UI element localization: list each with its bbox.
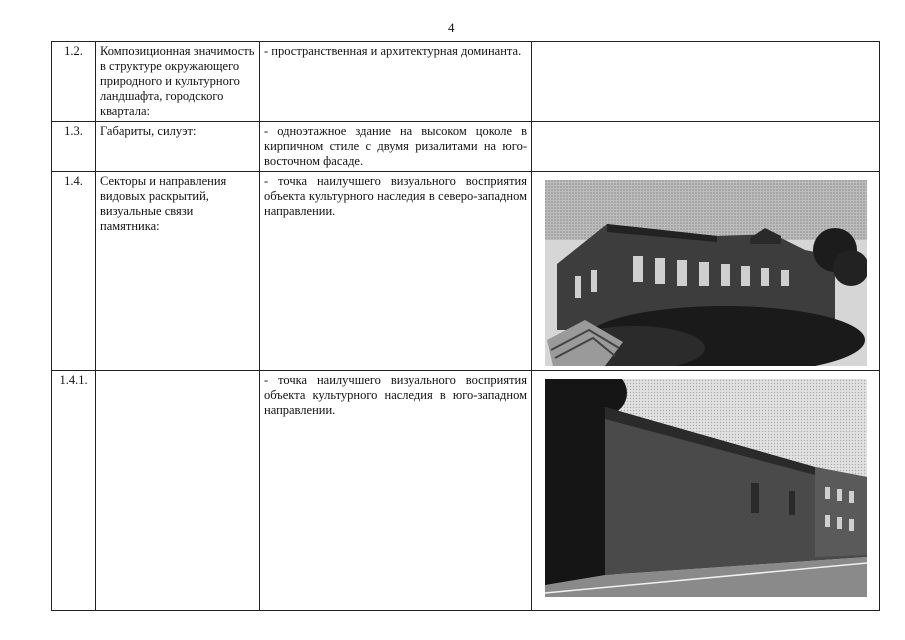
table-row bbox=[52, 371, 880, 611]
page-number: 4 bbox=[448, 20, 455, 35]
row-label: Секторы и направления видовых раскрытий, визуальные связи памятника: bbox=[96, 172, 260, 371]
row-description: - одноэтажное здание на высоком цоколе в кирпичном стиле с двумя ризалитами на юго-восточном фасаде. bbox=[260, 122, 532, 172]
table-row bbox=[52, 172, 880, 371]
row-number: 1.3. bbox=[52, 122, 96, 172]
row-image-cell bbox=[532, 122, 880, 172]
row-description: - точка наилучшего визуального восприятия объекта культурного наследия в юго-западном направлении. bbox=[260, 371, 532, 611]
row-description: - пространственная и архитектурная доминанта. bbox=[260, 42, 532, 122]
building-photo-southwest bbox=[545, 379, 867, 597]
row-description: - точка наилучшего визуального восприятия объекта культурного наследия в северо-западном направлении. bbox=[260, 172, 532, 371]
row-label bbox=[96, 371, 260, 611]
table-row bbox=[52, 122, 880, 172]
row-number: 1.2. bbox=[52, 42, 96, 122]
row-number: 1.4.1. bbox=[52, 371, 96, 611]
monument-table bbox=[51, 41, 880, 611]
row-label: Габариты, силуэт: bbox=[96, 122, 260, 172]
row-image-cell bbox=[532, 371, 880, 611]
table-row bbox=[52, 42, 880, 122]
row-label: Композиционная значимость в структуре окружающего природного и культурного ландшафта, городского квартала: bbox=[96, 42, 260, 122]
row-image-cell bbox=[532, 42, 880, 122]
building-photo-northwest bbox=[545, 180, 867, 366]
row-image-cell bbox=[532, 172, 880, 371]
row-number: 1.4. bbox=[52, 172, 96, 371]
